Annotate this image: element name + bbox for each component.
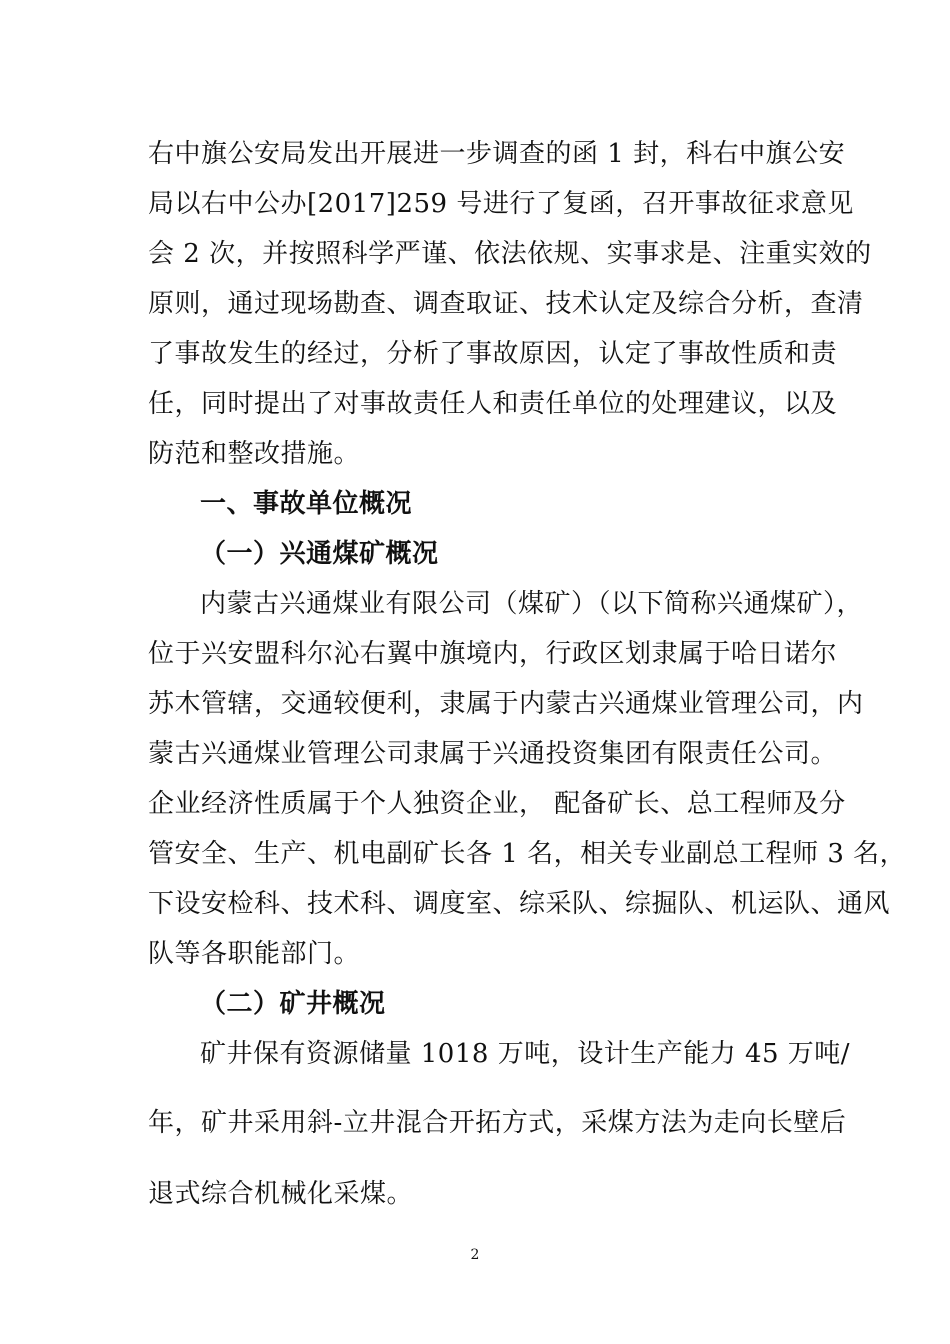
body-text-line: 了事故发生的经过，分析了事故原因，认定了事故性质和责 <box>148 339 838 369</box>
body-text-line: 管安全、生产、机电副矿长各 1 名，相关专业副总工程师 3 名， <box>148 839 907 869</box>
body-text-line: 下设安检科、技术科、调度室、综采队、综掘队、机运队、通风 <box>148 889 891 919</box>
body-text-line: 右中旗公安局发出开展进一步调查的函 1 封，科右中旗公安 <box>148 139 846 169</box>
body-text-line: 局以右中公办[2017]259 号进行了复函，召开事故征求意见 <box>148 189 854 219</box>
body-text-line: 会 2 次，并按照科学严谨、依法依规、实事求是、注重实效的 <box>148 239 872 269</box>
body-text-line: 任，同时提出了对事故责任人和责任单位的处理建议，以及 <box>148 389 838 419</box>
body-text-line: 企业经济性质属于个人独资企业， 配备矿长、总工程师及分 <box>148 789 846 819</box>
body-text-line: 苏木管辖，交通较便利，隶属于内蒙古兴通煤业管理公司，内 <box>148 689 864 719</box>
subsection-heading: （二）矿井概况 <box>200 989 386 1019</box>
subsection-heading: （一）兴通煤矿概况 <box>200 539 439 569</box>
page-number: 2 <box>470 1247 480 1263</box>
body-text-line: 队等各职能部门。 <box>148 939 361 969</box>
body-text-line: 退式综合机械化采煤。 <box>148 1179 414 1209</box>
section-heading: 一、事故单位概况 <box>200 489 413 519</box>
body-text-line: 年，矿井采用斜-立井混合开拓方式，采煤方法为走向长壁后 <box>148 1108 847 1138</box>
body-text-line: 矿井保有资源储量 1018 万吨，设计生产能力 45 万吨/ <box>200 1039 851 1069</box>
body-text-line: 位于兴安盟科尔沁右翼中旗境内，行政区划隶属于哈日诺尔 <box>148 639 838 669</box>
body-text-line: 原则，通过现场勘查、调查取证、技术认定及综合分析，查清 <box>148 289 864 319</box>
body-text-line: 内蒙古兴通煤业有限公司（煤矿）（以下简称兴通煤矿）， <box>200 589 864 619</box>
body-text-line: 防范和整改措施。 <box>148 439 361 469</box>
body-text-line: 蒙古兴通煤业管理公司隶属于兴通投资集团有限责任公司。 <box>148 739 838 769</box>
